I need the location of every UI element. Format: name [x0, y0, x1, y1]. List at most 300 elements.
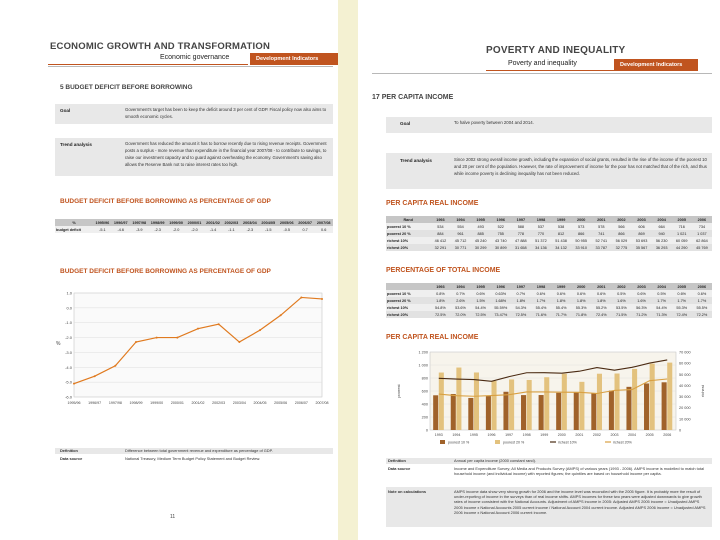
table-cell: 55.2% [591, 304, 611, 311]
y-tick-label: 400 [421, 402, 428, 407]
plot-area [74, 293, 322, 397]
table-header-cell: 2005/06 [278, 219, 296, 226]
right-chart-title: PER CAPITA REAL INCOME [386, 334, 479, 341]
right-section-title: 17 PER CAPITA INCOME [372, 94, 454, 101]
table-cell: 51 372 [531, 237, 551, 244]
table-header-cell: 1998 [531, 283, 551, 290]
table-cell: 866 [571, 230, 591, 237]
table-header-cell: 2004/05 [259, 219, 277, 226]
left-deficit-line-chart [52, 285, 334, 415]
table-header-cell: 2006 [692, 216, 712, 223]
table-cell: 72.4% [672, 311, 692, 318]
x-tick-label: 1993 [434, 433, 443, 437]
bar [579, 382, 584, 430]
data-point [300, 296, 302, 298]
table-cell: 71.2% [631, 311, 651, 318]
table-cell: 1.8% [511, 297, 531, 304]
table-cell: 35 567 [631, 244, 651, 251]
table-cell: 47 888 [511, 237, 531, 244]
y-tick-label: 1.0 [66, 290, 72, 296]
table-cell: 0.8% [430, 290, 450, 297]
y-tick-label: -6.0 [65, 394, 72, 400]
y-tick-label: 0 [425, 428, 428, 433]
table-cell: 55.4% [551, 304, 571, 311]
left-chart-title: BUDGET DEFICIT BEFORE BORROWING AS PERCENTAGE OF GDP [60, 268, 271, 275]
bar [503, 392, 508, 430]
right-goal-label: Goal [400, 121, 411, 126]
table-cell: 30 299 [471, 244, 491, 251]
table-cell: 493 [471, 223, 491, 230]
table-cell: 0.7% [450, 290, 470, 297]
table-cell: 0.5% [611, 290, 631, 297]
table-cell: 1.8% [551, 297, 571, 304]
right-data-source-text: Income and Expenditure Survey; All Media and Products Survey (AMPS) of various years (1993 - 2006). AMPS income is modelled to match total household income (and individual income) with reported figures; the quintiles are based on household income per capita. [454, 466, 704, 477]
left-page [0, 0, 338, 540]
table-cell: 60 059 [672, 237, 692, 244]
table-cell: 54.4% [471, 304, 491, 311]
x-tick-label: 1999/00 [150, 401, 164, 405]
y-tick-label: 600 [421, 389, 428, 394]
y2-tick-label: 60 000 [679, 361, 691, 366]
x-tick-label: 2004 [628, 433, 637, 437]
bar [509, 379, 514, 430]
table-cell: 31 658 [511, 244, 531, 251]
x-tick-label: 1994 [452, 433, 461, 437]
table-header-cell: 1999/00 [167, 219, 185, 226]
y-tick-label: -4.0 [65, 364, 72, 370]
right-percentage-table [386, 283, 712, 318]
y-axis-label: poorest [396, 384, 401, 398]
table-header-cell: 2002/03 [222, 219, 240, 226]
table-cell: 55.5% [692, 304, 712, 311]
table-cell: 573 [571, 223, 591, 230]
table-header-cell: 2000 [571, 283, 591, 290]
bar [456, 368, 461, 430]
bar [527, 380, 532, 430]
table-row [386, 230, 712, 237]
y2-tick-label: 50 000 [679, 372, 691, 377]
table-cell: -1.1 [222, 226, 240, 233]
x-tick-label: 2005/06 [274, 401, 288, 405]
y-tick-label: -2.0 [65, 335, 72, 341]
bar [556, 393, 561, 430]
table-cell: 72.5% [471, 311, 491, 318]
table-cell: 0.6% [631, 290, 651, 297]
table-cell: -2.0 [167, 226, 185, 233]
table-cell: 72.5% [511, 311, 531, 318]
table-cell: 716 [672, 223, 692, 230]
table-cell: -2.3 [241, 226, 259, 233]
table-cell: 53.5% [611, 304, 631, 311]
table-header-cell: 1996/97 [112, 219, 130, 226]
table-header-cell: 1998 [531, 216, 551, 223]
table-cell: 812 [551, 230, 571, 237]
table-cell: 1.8% [591, 297, 611, 304]
table-header-cell: 1993 [430, 216, 450, 223]
bar [474, 372, 479, 430]
x-tick-label: 1996/97 [88, 401, 102, 405]
table-cell: 50 955 [571, 237, 591, 244]
table-header-cell: 1995 [471, 283, 491, 290]
right-notes-label: Note on calculations [388, 489, 427, 494]
table-cell: 30 771 [450, 244, 470, 251]
x-tick-label: 2006 [663, 433, 672, 437]
table-cell: 55.3% [672, 304, 692, 311]
table-cell: 940 [652, 230, 672, 237]
data-point [197, 328, 199, 330]
table-cell: 45 712 [450, 237, 470, 244]
table-cell: 33 910 [571, 244, 591, 251]
table-cell: 54.4% [652, 304, 672, 311]
left-table-title: BUDGET DEFICIT BEFORE BORROWING AS PERCENTAGE OF GDP [60, 198, 271, 205]
left-data-source-text: National Treasury, Medium Term Budget Policy Statement and Budget Review. [125, 456, 261, 461]
table-cell: 72.5% [430, 311, 450, 318]
table-header-cell: 1993 [430, 283, 450, 290]
right-income-bar-chart [386, 346, 712, 446]
table-header-cell: 1999 [551, 216, 571, 223]
bar [468, 398, 473, 430]
table-cell: 71.3% [652, 311, 672, 318]
bar [521, 395, 526, 430]
y-tick-label: 0.0 [66, 305, 72, 311]
table-cell: 72.4% [591, 311, 611, 318]
table-cell: -4.6 [112, 226, 130, 233]
left-goal-text: Government's target has been to keep the deficit around 3 per cent of GDP. Fiscal policy now also aims to smooth economic cycles. [125, 107, 327, 119]
table-header-cell: 2003 [631, 216, 651, 223]
table-cell: 537 [531, 223, 551, 230]
table-header-cell: 2005 [672, 216, 692, 223]
right-badge: Development Indicators [614, 59, 698, 71]
right-goal-text: To halve poverty between 2004 and 2014. [454, 120, 534, 125]
table-cell: 34 132 [551, 244, 571, 251]
table-cell: poorest 10 % [386, 290, 430, 297]
table-cell: 1.8% [430, 297, 450, 304]
right-definition-label: Definition [388, 458, 406, 463]
table-header-cell: 2003/04 [241, 219, 259, 226]
data-point [94, 375, 96, 377]
left-goal-label: Goal [60, 108, 71, 113]
table-cell: 46 412 [430, 237, 450, 244]
data-point [114, 365, 116, 367]
table-header-cell: 1994 [450, 216, 470, 223]
table-cell: 0.6 [314, 226, 333, 233]
x-tick-label: 1995/96 [67, 401, 81, 405]
table-cell: 0.5% [652, 290, 672, 297]
left-trend-label: Trend analysis [60, 142, 92, 147]
x-tick-label: 2003 [610, 433, 619, 437]
table-cell: 734 [692, 223, 712, 230]
table-cell: 33 787 [591, 244, 611, 251]
table-cell: 578 [591, 223, 611, 230]
table-cell: -1.4 [204, 226, 222, 233]
table-cell: 869 [631, 230, 651, 237]
right-trend-text: Since 2002 strong overall income growth, including the expansion of social grants, resulted in the rise of the income of the poorest 10 and 20 per cent of the population. However, the rate of improvement of income for the poor has not matched that of the rich, and thus while income poverty is declining inequality has not been reduced. [454, 157, 707, 176]
table-cell: 71.6% [531, 311, 551, 318]
left-header-subtitle: Economic governance [160, 54, 230, 61]
table-cell: richest 20% [386, 311, 430, 318]
table-cell: 56.3% [631, 304, 651, 311]
bar [644, 383, 649, 430]
legend-swatch [440, 440, 445, 444]
table-cell: 566 [611, 223, 631, 230]
table-cell: 885 [471, 230, 491, 237]
y2-tick-label: 40 000 [679, 383, 691, 388]
table-cell: -2.0 [185, 226, 203, 233]
table-cell: 54.3% [511, 304, 531, 311]
y2-tick-label: 30 000 [679, 395, 691, 400]
table-cell: 522 [491, 223, 511, 230]
right-trend-label: Trend analysis [400, 158, 432, 163]
bar [632, 369, 637, 430]
table-cell: 884 [430, 230, 450, 237]
table-header-cell: 1995 [471, 216, 491, 223]
table-cell: 0.7% [511, 290, 531, 297]
data-point [156, 337, 158, 339]
right-income-table [386, 216, 712, 251]
right-header-title: POVERTY AND INEQUALITY [486, 45, 626, 56]
table-cell: 73.47% [491, 311, 511, 318]
table-cell: 866 [611, 230, 631, 237]
x-tick-label: 2004/05 [253, 401, 267, 405]
bar [609, 391, 614, 430]
table-cell: 44 290 [672, 244, 692, 251]
right-header-subtitle: Poverty and inequality [508, 60, 577, 67]
x-tick-label: 2000 [557, 433, 566, 437]
bar [574, 392, 579, 430]
table-header-cell: 2003 [631, 283, 651, 290]
y-tick-label: 200 [421, 415, 428, 420]
table-cell: 71.7% [551, 311, 571, 318]
x-tick-label: 1998 [522, 433, 531, 437]
x-tick-label: 2002/03 [212, 401, 226, 405]
left-page-number: 11 [170, 514, 176, 520]
x-tick-label: 1995 [469, 433, 478, 437]
left-data-source-label: Data source [60, 456, 83, 461]
table-header-cell: 2004 [652, 216, 672, 223]
table-header-cell: Rand [386, 216, 430, 223]
table-header-cell: % [55, 219, 93, 226]
table-cell: 52 741 [591, 237, 611, 244]
table-cell: -3.9 [130, 226, 148, 233]
table-cell: 755 [491, 230, 511, 237]
table-cell: -5.1 [93, 226, 111, 233]
table-header-cell: 2000/01 [185, 219, 203, 226]
table-cell: 0.6% [571, 290, 591, 297]
table-cell: 45 769 [692, 244, 712, 251]
table-cell: 0.63% [491, 290, 511, 297]
right-notes-text: AMPS income data show very strong growth for 2006 and the income level was reconciled with the 2005 figure. It is probably more the result of under-reporting of income in the surveys than of real income shifts. AMPS incomes for these two years were adjusted downwards to give growth rates of income consistent with the National Accounts. Adjustment of AMPS income in 2005: Adjusted AMPS 2005 income = Unadjusted AMPS 2005 income x National Accounts 2005 current income / National Account 2004 current income. Adjusted AMPS 2006 income = Unadjusted AMPS 2006 income x National Account 2006 current income. [454, 489, 706, 515]
table-cell: -0.5 [278, 226, 296, 233]
bar [539, 395, 544, 430]
table-cell: 1.7% [531, 297, 551, 304]
table-cell: 1.7% [652, 297, 672, 304]
table-cell: 1.8% [571, 297, 591, 304]
right-header-rule-2 [372, 73, 712, 74]
table-cell: 72.0% [450, 311, 470, 318]
table-cell: 0.6% [531, 290, 551, 297]
data-point [238, 341, 240, 343]
table-header-cell [386, 283, 430, 290]
table-cell: -2.3 [148, 226, 166, 233]
bar [650, 364, 655, 430]
table-header-cell: 1995/96 [93, 219, 111, 226]
right-definition-text: Annual per capita income (2000 constant rand). [454, 458, 536, 463]
bar [662, 382, 667, 430]
table-cell: 534 [430, 223, 450, 230]
table-cell: 55.59% [491, 304, 511, 311]
table-cell: poorest 20 % [386, 297, 430, 304]
y-tick-label: 1 200 [418, 350, 428, 355]
table-row [386, 297, 712, 304]
x-tick-label: 1997/98 [108, 401, 122, 405]
legend-label: poorest 20 % [503, 440, 525, 445]
table-cell: 1 037 [692, 230, 712, 237]
bar [591, 393, 596, 430]
bar [597, 374, 602, 430]
bar [562, 374, 567, 430]
bar [433, 395, 438, 430]
table-cell: 56 029 [611, 237, 631, 244]
left-header-rule [48, 64, 248, 65]
table-cell: 71.8% [571, 311, 591, 318]
table-row [386, 244, 712, 251]
table-header-cell: 1997 [511, 216, 531, 223]
table-cell: 0.7 [296, 226, 314, 233]
table-cell: 72.2% [692, 311, 712, 318]
legend-label: poorest 10 % [448, 440, 470, 445]
table-cell: 32 775 [611, 244, 631, 251]
table-cell: 53.6% [450, 304, 470, 311]
x-tick-label: 2006/07 [294, 401, 308, 405]
y2-axis-label: richest [700, 385, 705, 397]
data-point [321, 298, 323, 300]
right-table2-title: PERCENTAGE OF TOTAL INCOME [386, 267, 501, 274]
table-header-cell: 2004 [652, 283, 672, 290]
table-header-cell: 2007/08 [314, 219, 333, 226]
table-header-cell: 2001/02 [204, 219, 222, 226]
bar [439, 373, 444, 430]
table-header-cell: 2002 [611, 216, 631, 223]
x-tick-label: 1998/99 [129, 401, 143, 405]
data-point [218, 323, 220, 325]
table-cell: 0.6% [591, 290, 611, 297]
table-cell: 30 899 [491, 244, 511, 251]
table-header-cell: 2005 [672, 283, 692, 290]
table-header-cell: 2006/07 [296, 219, 314, 226]
table-cell: 1 021 [672, 230, 692, 237]
table-header-cell: 1998/99 [148, 219, 166, 226]
right-header-rule [486, 70, 616, 71]
table-row [386, 311, 712, 318]
table-cell: 34 136 [531, 244, 551, 251]
data-point [176, 337, 178, 339]
left-trend-text: Government has reduced the amount it has to borrow recently due to rising revenue receipts. Government posts a surplus - more revenue than expenditure in the financial year 2007/08 - to contribute to savings, to raise our investment capacity and to guard against overheating the economy. Government's saving also allows the Reserve Bank not to raise interest rates too high. [125, 141, 327, 167]
table-cell: 56 230 [652, 237, 672, 244]
table-cell: 1.7% [692, 297, 712, 304]
x-tick-label: 2007/08 [315, 401, 329, 405]
table-cell: 62 864 [692, 237, 712, 244]
table-cell: richest 10% [386, 237, 430, 244]
table-cell: poorest 20 % [386, 230, 430, 237]
table-cell: 1.5% [471, 297, 491, 304]
table-cell: 0.6% [551, 290, 571, 297]
table-header-cell: 2002 [611, 283, 631, 290]
data-point [73, 383, 75, 385]
table-cell: -1.5 [259, 226, 277, 233]
y2-tick-label: 0 [679, 428, 682, 433]
table-cell: 32 291 [430, 244, 450, 251]
table-cell: 0.6% [672, 290, 692, 297]
left-badge: Development Indicators [250, 53, 338, 65]
bar [667, 363, 672, 430]
left-header-rule-2 [48, 66, 333, 67]
data-point [280, 314, 282, 316]
x-tick-label: 1999 [540, 433, 549, 437]
right-data-source-label: Data source [388, 466, 411, 471]
y2-tick-label: 70 000 [679, 350, 691, 355]
table-header-cell: 1994 [450, 283, 470, 290]
bar [626, 387, 631, 430]
bar [451, 394, 456, 430]
data-point [259, 329, 261, 331]
table-cell: 54.8% [430, 304, 450, 311]
y-tick-label: 800 [421, 376, 428, 381]
x-tick-label: 1996 [487, 433, 496, 437]
table-cell: 770 [531, 230, 551, 237]
table-row [386, 237, 712, 244]
table-row [55, 226, 333, 233]
bar [486, 396, 491, 430]
table-header-cell: 1996 [491, 283, 511, 290]
table-cell: 45 240 [471, 237, 491, 244]
table-header-cell: 1997 [511, 283, 531, 290]
legend-label: richest 20% [613, 440, 632, 445]
table-cell: 1.68% [491, 297, 511, 304]
x-tick-label: 2005 [645, 433, 654, 437]
table-cell: 554 [450, 223, 470, 230]
table-cell: 1.7% [672, 297, 692, 304]
y2-tick-label: 10 000 [679, 417, 691, 422]
legend-swatch [495, 440, 500, 444]
table-cell: 43 740 [491, 237, 511, 244]
table-cell: 606 [631, 223, 651, 230]
table-cell: richest 20% [386, 244, 430, 251]
right-page [358, 0, 720, 540]
y-axis-label: % [56, 341, 61, 347]
table-header-cell: 2006 [692, 283, 712, 290]
x-tick-label: 2001 [575, 433, 584, 437]
x-tick-label: 2003/04 [232, 401, 246, 405]
bar [615, 374, 620, 430]
table-cell: 2.6% [450, 297, 470, 304]
table-cell: 664 [652, 223, 672, 230]
table-header-cell: 1997/98 [130, 219, 148, 226]
data-point [135, 341, 137, 343]
table-header-cell: 2001 [591, 216, 611, 223]
table-row [386, 290, 712, 297]
book-spine [338, 0, 358, 540]
table-cell: 36 293 [652, 244, 672, 251]
table-cell: 588 [511, 223, 531, 230]
table-cell: richest 10% [386, 304, 430, 311]
table-header-cell: 2001 [591, 283, 611, 290]
table-header-cell: 1999 [551, 283, 571, 290]
table-cell: 0.6% [471, 290, 491, 297]
table-cell: 55.4% [531, 304, 551, 311]
left-definition-text: Difference between total government revenue and expenditure as percentage of GDP. [125, 448, 273, 453]
table-header-cell: 1996 [491, 216, 511, 223]
bar [492, 381, 497, 430]
